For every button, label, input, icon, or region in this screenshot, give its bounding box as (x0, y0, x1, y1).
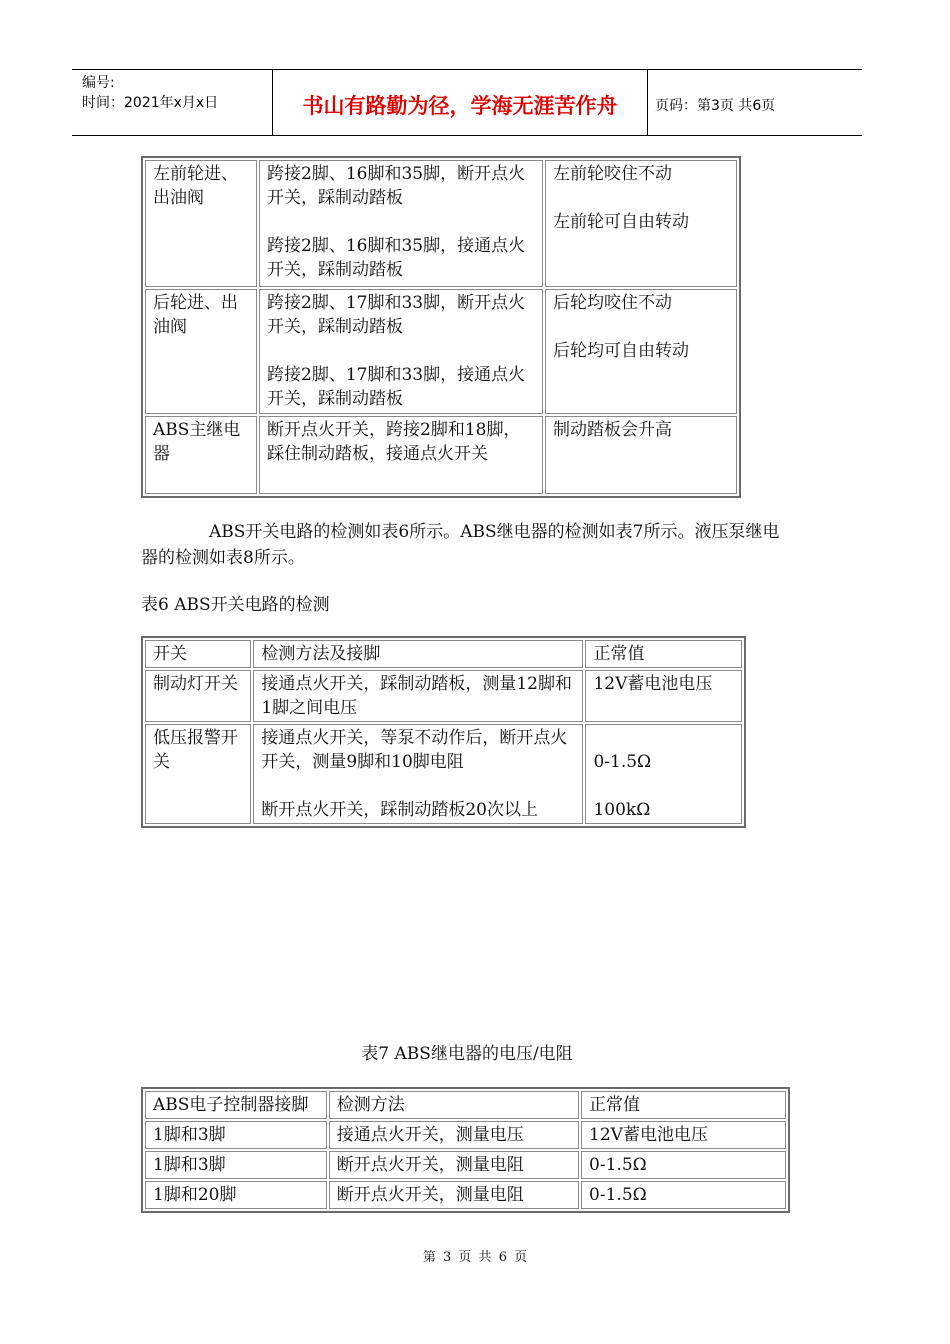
component-cell: ABS主继电器 (145, 416, 257, 494)
header-time-label: 时间：2021年x月x日 (82, 95, 219, 111)
method-text: 跨接2脚、17脚和33脚，接通点火开关，踩制动踏板 (267, 365, 526, 409)
result-cell (545, 289, 737, 414)
table-row (145, 670, 742, 722)
component-cell: 左前轮进、出油阀 (145, 160, 257, 287)
method-text: 跨接2脚、17脚和33脚，断开点火开关，踩制动踏板 (267, 293, 526, 337)
method-text: 跨接2脚、16脚和35脚，断开点火开关，踩制动踏板 (267, 164, 526, 208)
body-paragraph: ABS开关电路的检测如表6所示。ABS继电器的检测如表7所示。液压泵继电器的检测如表8所示。 (141, 522, 780, 568)
table-row (145, 416, 737, 494)
pin-cell: 1脚和3脚 (145, 1151, 327, 1179)
header-bottom-rule (72, 135, 862, 136)
result-text: 左前轮可自由转动 (553, 212, 689, 232)
table7 (141, 1087, 790, 1213)
table-row (145, 1181, 786, 1209)
table-row (145, 724, 742, 824)
table6-caption: 表6 ABS开关电路的检测 (141, 595, 330, 615)
column-header: 检测方法及接脚 (253, 640, 583, 668)
method-cell: 断开点火开关，测量电阻 (329, 1181, 579, 1209)
value-text: 100kΩ (593, 800, 651, 820)
method-cell: 接通点火开关，测量电压 (329, 1121, 579, 1149)
method-cell (259, 289, 543, 414)
column-header: 开关 (145, 640, 251, 668)
method-cell: 断开点火开关，测量电阻 (329, 1151, 579, 1179)
table-row (145, 1151, 786, 1179)
value-text: 0-1.5Ω (593, 752, 652, 772)
header-divider-left (272, 69, 273, 136)
method-text: 跨接2脚、16脚和35脚，接通点火开关，踩制动踏板 (267, 236, 526, 280)
method-cell: 接通点火开关，踩制动踏板，测量12脚和1脚之间电压 (253, 670, 583, 722)
header-number-label: 编号: (82, 75, 115, 91)
switch-cell: 制动灯开关 (145, 670, 251, 722)
header-top-rule (72, 69, 862, 70)
header-divider-right (647, 69, 648, 136)
pin-cell: 1脚和20脚 (145, 1181, 327, 1209)
method-text: 断开点火开关，踩制动踏板20次以上 (261, 800, 538, 820)
component-cell: 后轮进、出油阀 (145, 289, 257, 414)
continued-table (141, 156, 741, 498)
result-text: 后轮均咬住不动 (553, 293, 672, 313)
table-row (145, 160, 737, 287)
value-cell (585, 724, 742, 824)
table-row (145, 1121, 786, 1149)
value-cell: 0-1.5Ω (581, 1151, 786, 1179)
method-cell (253, 724, 583, 824)
table-header-row (145, 1091, 786, 1119)
value-cell: 0-1.5Ω (581, 1181, 786, 1209)
table-row (145, 289, 737, 414)
table6 (141, 636, 746, 828)
result-cell (545, 160, 737, 287)
result-text: 左前轮咬住不动 (553, 164, 672, 184)
method-text: 接通点火开关，等泵不动作后，断开点火开关，测量9脚和10脚电阻 (261, 728, 568, 772)
value-cell: 12V蓄电池电压 (585, 670, 742, 722)
table-header-row (145, 640, 742, 668)
column-header: ABS电子控制器接脚 (145, 1091, 327, 1119)
value-cell: 12V蓄电池电压 (581, 1121, 786, 1149)
page-footer: 第 3 页 共 6 页 (422, 1250, 528, 1265)
result-cell: 制动踏板会升高 (545, 416, 737, 494)
column-header: 检测方法 (329, 1091, 579, 1119)
method-cell: 断开点火开关，跨接2脚和18脚，踩住制动踏板，接通点火开关 (259, 416, 543, 494)
header-page-label: 页码：第3页 共6页 (655, 98, 776, 114)
pin-cell: 1脚和3脚 (145, 1121, 327, 1149)
column-header: 正常值 (585, 640, 742, 668)
column-header: 正常值 (581, 1091, 786, 1119)
table7-caption: 表7 ABS继电器的电压/电阻 (361, 1044, 573, 1064)
method-cell (259, 160, 543, 287)
header-motto: 书山有路勤为径，学海无涯苦作舟 (302, 94, 618, 118)
switch-cell: 低压报警开关 (145, 724, 251, 824)
result-text: 后轮均可自由转动 (553, 341, 689, 361)
